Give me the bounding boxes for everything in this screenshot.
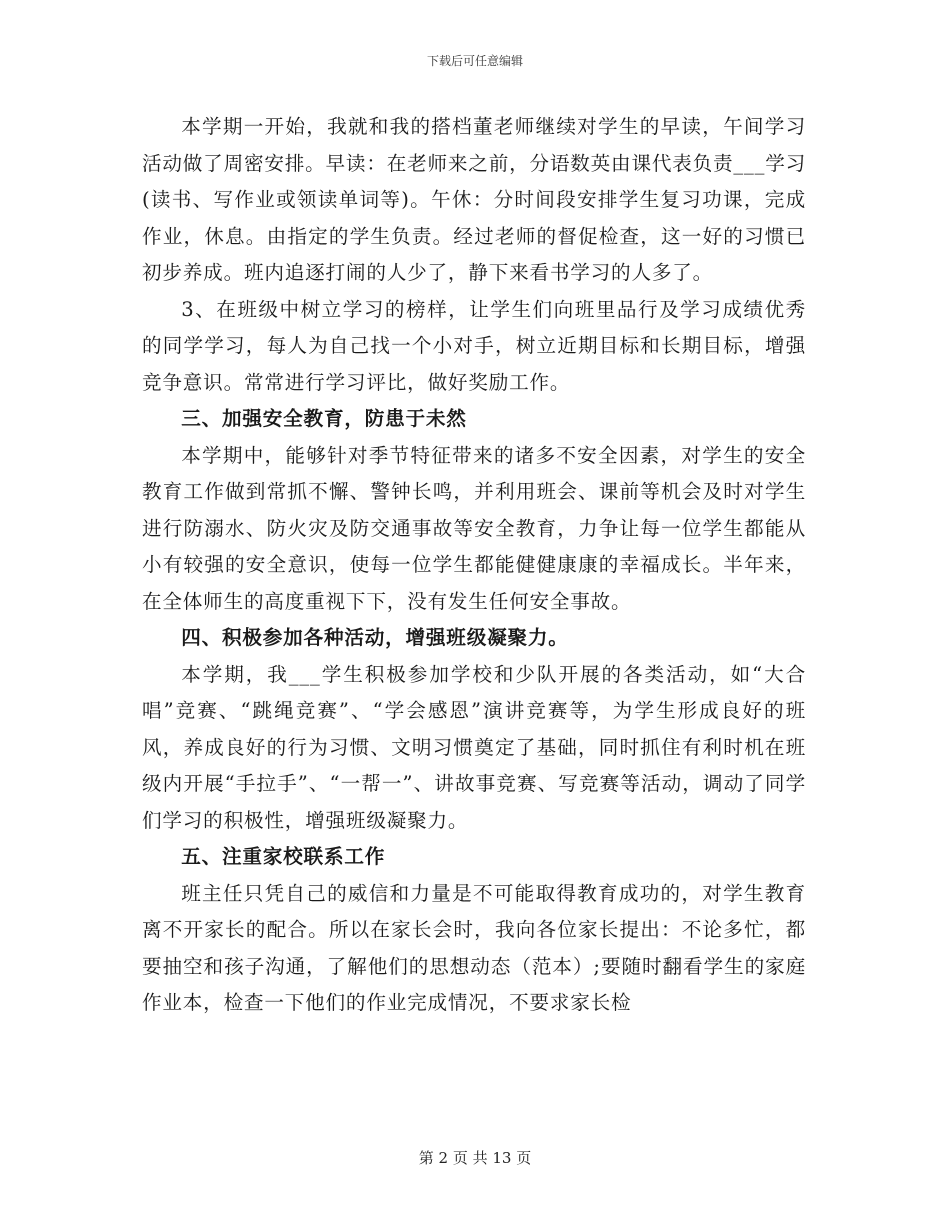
section-heading: 四、积极参加各种活动，增强班级凝聚力。 xyxy=(181,626,569,649)
section-heading: 五、注重家校联系工作 xyxy=(181,845,386,868)
paragraph: 本学期，我___学生积极参加学校和少队开展的各类活动，如“大合唱”竞赛、“跳绳竞赛”、“学会感恩”演讲竞赛等，为学生形成良好的班风，养成良好的行为习惯、文明习惯奠定了基础，同时抓住有利时机在班级内开展“手拉手”、“一帮一”、讲故事竞赛、写竞赛等活动，调动了同学们学习的积极性，增强班级凝聚力。 xyxy=(142,662,806,832)
paragraph: 3、在班级中树立学习的榜样，让学生们向班里品行及学习成绩优秀的同学学习，每人为自己找一个小对手，树立近期目标和长期目标，增强竞争意识。常常进行学习评比，做好奖励工作。 xyxy=(142,297,806,394)
page-header-note: 下载后可任意编辑 xyxy=(426,54,523,68)
document-body xyxy=(142,109,806,1022)
paragraph: 本学期一开始，我就和我的搭档董老师继续对学生的早读，午间学习活动做了周密安排。早读：在老师来之前，分语数英由课代表负责___学习(读书、写作业或领读单词等)。午休：分时间段安排学生复习功课，完成作业，休息。由指定的学生负责。经过老师的督促检查，这一好的习惯已初步养成。班内追逐打闹的人少了，静下来看书学习的人多了。 xyxy=(142,115,806,284)
paragraph: 本学期中，能够针对季节特征带来的诸多不安全因素，对学生的安全教育工作做到常抓不懈、警钟长鸣，并利用班会、课前等机会及时对学生进行防溺水、防火灾及防交通事故等安全教育，力争让每一位学生都能从小有较强的安全意识，使每一位学生都能健健康康的幸福成长。半年来，在全体师生的高度重视下下，没有发生任何安全事故。 xyxy=(142,443,806,613)
section-heading: 三、加强安全教育，防患于未然 xyxy=(181,407,467,430)
page-number: 第 2 页 共 13 页 xyxy=(418,1149,532,1167)
paragraph: 班主任只凭自己的威信和力量是不可能取得教育成功的，对学生教育离不开家长的配合。所以在家长会时，我向各位家长提出：不论多忙，都要抽空和孩子沟通，了解他们的思想动态（范本）;要随时翻看学生的家庭作业本，检查一下他们的作业完成情况，不要求家长检 xyxy=(142,881,806,1014)
